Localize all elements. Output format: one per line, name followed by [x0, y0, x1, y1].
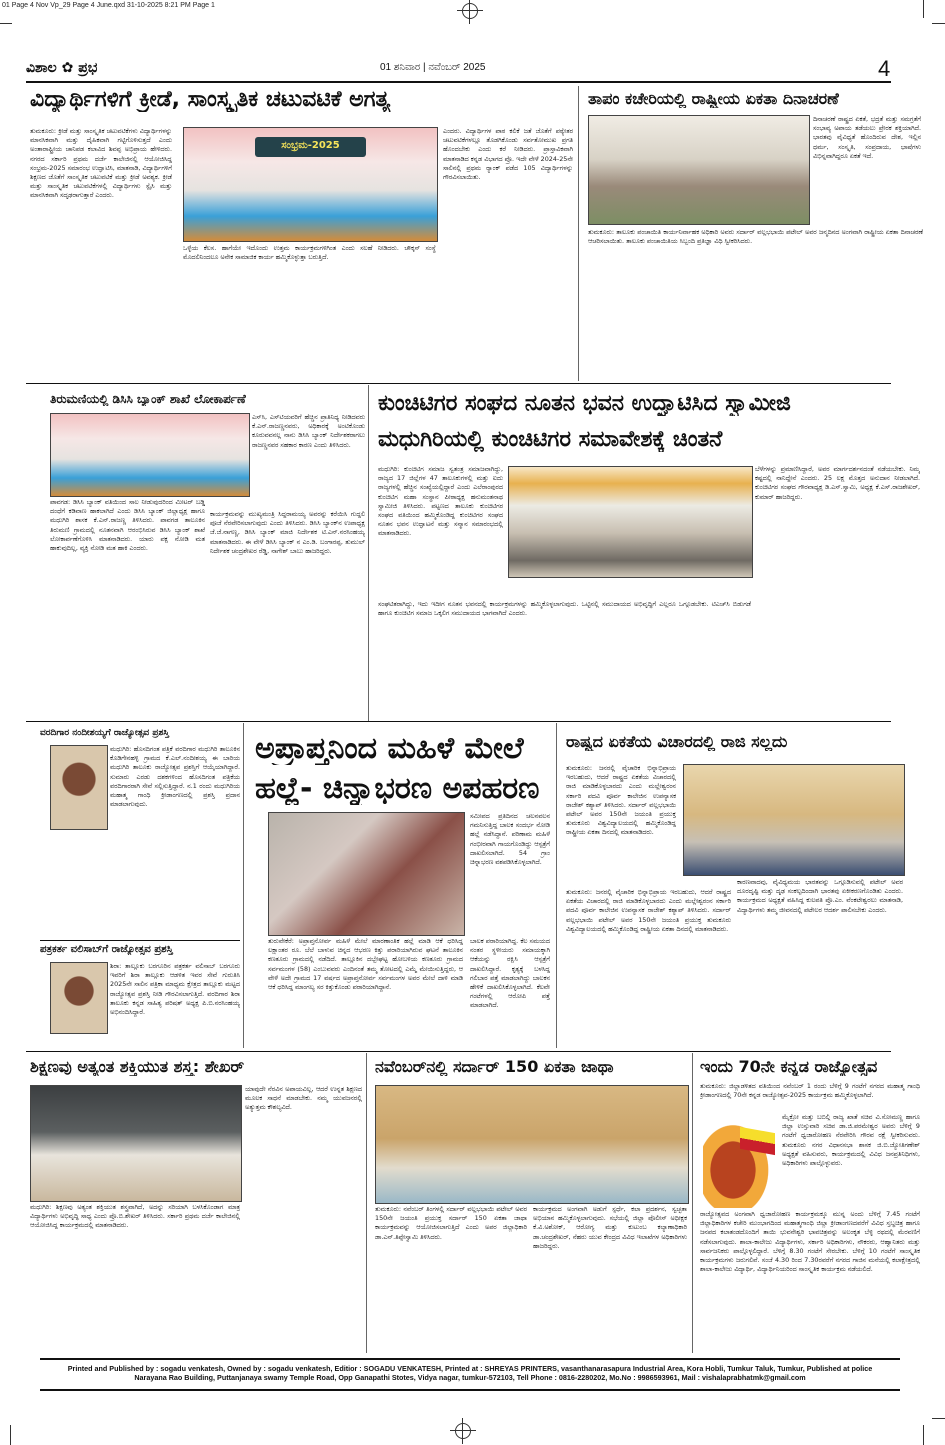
registration-mark-icon	[462, 3, 478, 19]
rajyotsava-side-text: ಮೈಕ್ರೋ ಮತ್ತು ಬಬಿಲ್ಗಿ ರಾಜ್ಯ ಖಾತೆ ಸಚಿವ ವಿ.ಸೋಮಣ್ಣ ಹಾಗೂ ಜಿಲ್ಲಾ ಉಸ್ತುವಾರಿ ಸಚಿವ ಡಾ.ಜಿ.ಪರಮೇಶ್ವರ ಅವರು ಬೆಳಿಗ್ಗೆ 9 ಗಂಟೆಗೆ ಧ್ವಜಾರೋಹಣ ನೆರವೇರಿಸಿ ಗೌರವ ರಕ್ಷೆ ಸ್ವೀಕರಿಸುವರು. ತುಮಕೂರು ನಗರ ವಿಧಾನಸಭಾ ಶಾಸಕ ಜಿ.ಬಿ.ಜ್ಯೋತಿಗಣೇಶ್ ಅಧ್ಯಕ್ಷತೆ ವಹಿಸುವರು, ಕಾರ್ಯಕ್ರಮದಲ್ಲಿ ವಿವಿಧ ಜನಪ್ರತಿನಿಧಿಗಳು, ಅಧಿಕಾರಿಗಳು ಪಾಲ್ಗೊಳ್ಳುವರು.	[782, 1113, 920, 1168]
headline-kunchitiga-2: ಮಧುಗಿರಿಯಲ್ಲಿ ಕುಂಚಿಟಿಗರ ಸಮಾವೇಶಕ್ಕೆ ಚಿಂತನೆ	[378, 428, 723, 452]
crop-mark	[932, 23, 945, 24]
crop-mark	[932, 1418, 945, 1419]
dcc-bank-col-2: ಕಾರ್ಯಕ್ರಮವನ್ನು ಮುಖ್ಯಮಂತ್ರಿ ಸಿದ್ದರಾಮಯ್ಯ ಅವರನ್ನು ಕರೆಯಿಸಿ ಗುದ್ದಲಿ ಪೂಜೆ ನೆರವೇರಿಸಲಾಗುವುದು ಎಂದು ತಿಳಿಸಿದರು. ಡಿಸಿಸಿ ಬ್ಯಾಂಕ್‌ನ ಉಪಾಧ್ಯಕ್ಷ ಜೆ.ಜೆ.ನಾಗಣ್ಣ, ಡಿಸಿಸಿ ಬ್ಯಾಂಕ್ ಮಾಜಿ ನಿರ್ದೇಶಕ ಟಿ.ಎನ್.ನರಸಿಂಹಯ್ಯ ಮಾತನಾಡಿದರು. ಈ ವೇಳೆ ಡಿಸಿಸಿ ಬ್ಯಾಂಕ್ ನ ಎಂ.ಡಿ. ಬಂಗಾರಪ್ಪ, ತುಮುಲ್ ನಿರ್ದೇಶಕ ಚಂದ್ರಶೇಖರ ರೆಡ್ಡಿ, ನಾಗೇಶ್ ಬಾಬು ಹಾಜರಿದ್ದರು.	[210, 510, 365, 555]
column-divider	[692, 1053, 693, 1353]
headline-assault-2: ಹಲ್ಲೆ- ಚಿನ್ನಾಭರಣ ಅಪಹರಣ	[255, 772, 540, 805]
crop-mark	[923, 0, 924, 18]
headline-dcc-bank: ತಿರುಮಣಿಯಲ್ಲಿ ಡಿಸಿಸಿ ಬ್ಯಾಂಕ್ ಶಾಖೆ ಲೋಕಾರ್ಪಣೆ	[50, 393, 246, 406]
section-rule	[26, 1051, 891, 1052]
headline-sports: ವಿದ್ಯಾರ್ಥಿಗಳಿಗೆ ಕ್ರೀಡೆ, ಸಾಂಸ್ಕೃತಿಕ ಚಟುವಟಿಕೆ ಅಗತ್ಯ	[30, 88, 391, 112]
education-photo	[30, 1085, 242, 1202]
headline-unity-debate: ರಾಷ್ಟ್ರದ ಏಕತೆಯ ವಿಚಾರದಲ್ಲಿ ರಾಜಿ ಸಲ್ಲದು	[566, 733, 788, 751]
headline-education: ಶಿಕ್ಷಣವು ಅತ್ಯಂತ ಶಕ್ತಿಯುತ ಶಸ್ತ್ರ: ಶೇಖರ್	[30, 1058, 245, 1076]
award-1-body: ಮಧುಗಿರಿ: ಹೊಸದಿಗಂತ ಪತ್ರಿಕೆ ವರದಿಗಾರ ಮಧುಗಿರಿ ತಾಲೂಕಿನ ಕೊಡಿಗೇನಹಳ್ಳಿ ಗ್ರಾಮದ ಕೆ.ಎಲ್.ನಂದೀಶಯ್ಯ ಈ ಬಾರಿಯ ಮಧುಗಿರಿ ತಾಲೂಕು ರಾಜ್ಯೋತ್ಸವ ಪ್ರಶಸ್ತಿಗೆ ಆಯ್ಕೆಯಾಗಿದ್ದಾರೆ. ಸುಮಾರು ಎರಡು ದಶಕಗಳಿಂದ ಹೊಸದಿಗಂತ ಪತ್ರಿಕೆಯ ವರದಿಗಾರರಾಗಿ ಸೇವೆ ಸಲ್ಲಿಸುತ್ತಿದ್ದಾರೆ. ನ.1 ರಂದು ಮಧುಗಿರಿಯ ಮಹಾತ್ಮ ಗಾಂಧಿ ಕ್ರೀಡಾಂಗಣದಲ್ಲಿ ಪ್ರಶಸ್ತಿ ಪ್ರದಾನ ಮಾಡಲಾಗುವುದು.	[110, 745, 240, 809]
unity-march-meeting-photo	[375, 1085, 689, 1204]
rajyotsava-intro: ತುಮಕೂರು: ಜಿಲ್ಲಾಡಳಿತದ ವತಿಯಿಂದ ನವೆಂಬರ್ 1 ರಂದು ಬೆಳಿಗ್ಗೆ 9 ಗಂಟೆಗೆ ನಗರದ ಮಹಾತ್ಮ ಗಾಂಧಿ ಕ್ರೀಡಾಂಗಣದಲ್ಲಿ 70ನೇ ಕನ್ನಡ ರಾಜ್ಯೋತ್ಸವ-2025 ಕಾರ್ಯಕ್ರಮ ಹಮ್ಮಿಕೊಳ್ಳಲಾಗಿದೆ.	[700, 1082, 920, 1100]
assault-col-right: ಬಾಲಕ ಪರಾರಿಯಾಗಿದ್ದ. ಕೆಲ ಸಮಯದ ನಂತರ ಸ್ಥಳೀಯರು ಸಮಾಯಕ್ಕಾಗಿ ಆಕೆಯನ್ನು ರಕ್ಷಿಸಿ ಆಸ್ಪತ್ರೆಗೆ ದಾಖಲಿಸಿದ್ದಾರೆ. ಕೃತ್ಯಕ್ಕೆ ಬಳಸಿದ್ದ ಗಲಿಬಾರ ಪತ್ತೆ ಮಾಡಲಾಗಿದ್ದು ಬಾಲಕನ ಹೇಳಿಕೆ ದಾಖಲಿಸಿಕೊಳ್ಳಲಾಗಿದೆ. ಕೆಲವೇ ಗಂಟೆಗಳಲ್ಲಿ ಆರೋಪಿ ಪತ್ತೆ ಮಾಡಲಾಗಿದೆ.	[470, 937, 550, 1010]
newspaper-logo: ವಿಶಾಲ ✿ ಪ್ರಭ	[26, 60, 98, 76]
kunchitiga-col-bottom: ಸಂಘಟಿತರಾಗಿದ್ದು, ಇದು ಇದೀಗ ನೂತನ ಭವನದಲ್ಲಿ ಕಾರ್ಯಕ್ರಮಗಳನ್ನು ಹಮ್ಮಿಕೊಳ್ಳಲಾಗುವುದು. ಒಟ್ಟಿನಲ್ಲಿ ಸಮುದಾಯದ ಅಭಿವೃದ್ಧಿಗೆ ಎಲ್ಲರೂ ಒಗ್ಗೂಡಬೇಕು. ಟಿಎಚ್‌ಸಿ ಬಿಡುಗಡೆ ಹಾಗೂ ಕುಂಚಿಟಿಗ ಸಮಾಜ ಒಕ್ಕಲಿಗ ಸಮುದಾಯದ ಭಾಗವಾಗಿದೆ ಎಂದರು.	[378, 600, 751, 618]
column-divider	[366, 1053, 367, 1353]
assault-body: ತುರುವೇಕೆರೆ: ಅಪ್ರಾಪ್ತನೋರ್ವ ಮಹಿಳೆ ಮೇಲೆ ಮಾರಣಾಂತಿಕ ಹಲ್ಲೆ ಮಾಡಿ ಆಕೆ ಧರಿಸಿದ್ದ ಲಕ್ಷಾಂತರ ರೂ. ಬೆಲೆ ಬಾಳುವ ಚಿನ್ನದ ಆಭರಣ ಕಿತ್ತು ಪರಾರಿಯಾಗಿರುವ ಘಟನೆ ತಾಲೂಕಿನ ಕಣತೂರು ಗ್ರಾಮದಲ್ಲಿ ನಡೆದಿದೆ. ತಾಲ್ಲೂಕಿನ ದಬ್ಬೇಘಟ್ಟ ಹೋಬಳಿಯ ಕಣತೂರು ಗ್ರಾಮದ ಸರ್ವಮಂಗಳ (58) ಎಂಬುವವರು ಎಂದಿನಂತೆ ತಮ್ಮ ತೋಟದಲ್ಲಿ ಎಮ್ಮೆ ಮೇಯಿಸುತ್ತಿದ್ದರು, ಆ ವೇಳೆ ಅದೇ ಗ್ರಾಮದ 17 ವರ್ಷದ ಅಪ್ರಾಪ್ತನೋರ್ವ ಸರ್ವಮಂಗಳ ಅವರ ಮೇಲೆ ದಾಳಿ ಮಾಡಿ ಆಕೆ ಧರಿಸಿದ್ದ ಮಾಂಗಲ್ಯ ಸರ ಕಿತ್ತುಕೊಂಡು ಪರಾರಿಯಾಗಿದ್ದಾನೆ.	[268, 937, 463, 992]
unity-pledge-photo	[588, 115, 810, 225]
award-2-body: ಶಿರಾ: ತಾಲ್ಲೂಕು ಬರಗೂರಿನ ಪತ್ರಕರ್ತ ವಲಿಸಾಬ್ ಬರಗೂರು ಇವರಿಗೆ ಶಿರಾ ತಾಲ್ಲೂಕು ಆಡಳಿತ ಇವರ ಸೇವೆ ಗುರುತಿಸಿ 2025ನೇ ಸಾಲಿನ ಪತ್ರಿಕಾ ಮಾಧ್ಯಮ ಕ್ಷೇತ್ರದ ತಾಲ್ಲೂಕು ಮಟ್ಟದ ರಾಜ್ಯೋತ್ಸವ ಪ್ರಶಸ್ತಿ ನೀಡಿ ಗೌರವಿಸಲಾಗುತ್ತಿದೆ. ವರದಿಗಾರ ಶಿರಾ ತಾಲೂಕು ಕನ್ನಡ ಸಾಹಿತ್ಯ ಪರಿಷತ್ ಅಧ್ಯಕ್ಷ ಪಿ.ಬಿ.ನರಸಿಂಹಯ್ಯ ಅಭಿನಂದಿಸಿದ್ದಾರೆ.	[110, 962, 240, 1017]
section-rule	[26, 721, 891, 722]
unity-taluk-body: ತುಮಕೂರು: ತಾಲೂಕು ಪಂಚಾಯಿತಿ ಕಾರ್ಯನಿರ್ವಾಹಕ ಅಧಿಕಾರಿ ಅವರು ಸರ್ದಾರ್ ವಲ್ಲಭಭಾಯಿ ಪಟೇಲ್ ಅವರ ಜನ್ಮದಿನದ ಅಂಗವಾಗಿ ರಾಷ್ಟ್ರೀಯ ಏಕತಾ ದಿನಾಚರಣೆ ಆಚರಿಸಲಾಯಿತು. ತಾಲೂಕು ಪಂಚಾಯಿತಿಯ ಸಿಬ್ಬಂದಿ ಪ್ರತಿಜ್ಞಾ ವಿಧಿ ಸ್ವೀಕರಿಸಿದರು.	[588, 228, 923, 246]
headline-award-2: ಪತ್ರಕರ್ತ ವಲಿಸಾಬ್‌ಗೆ ರಾಜ್ಯೋತ್ಸವ ಪ್ರಶಸ್ತಿ	[40, 944, 173, 955]
unity-debate-col-1b: ತುಮಕೂರು: ಜನರಲ್ಲಿ ವೈಚಾರಿಕ ಭಿನ್ನಾಭಿಪ್ರಾಯ ಇರಬಹುದು, ಆದರೆ ರಾಷ್ಟ್ರದ ಏಕತೆಯ ವಿಚಾರದಲ್ಲಿ ರಾಜಿ ಮಾಡಿಕೊಳ್ಳಬಾರದು ಎಂದು ಮಲ್ಲೇಶ್ವರಂನ ಸರ್ಕಾರಿ ಪದವಿ ಪೂರ್ವ ಕಾಲೇಜಿನ ಉಪನ್ಯಾಸಕ ರಾಜೇಶ್ ಕಶ್ಯಾಪ್ ತಿಳಿಸಿದರು. ಸರ್ದಾರ್ ವಲ್ಲಭಭಾಯಿ ಪಟೇಲ್ ಅವರ 150ನೇ ಜಯಂತಿ ಪ್ರಯುಕ್ತ ತುಮಕೂರು ವಿಶ್ವವಿದ್ಯಾಲಯದಲ್ಲಿ ಹಮ್ಮಿಕೊಂಡಿದ್ದ ರಾಷ್ಟ್ರೀಯ ಏಕತಾ ದಿನದಲ್ಲಿ ಮಾತನಾಡಿದರು.	[566, 888, 731, 933]
headline-assault-1: ಅಪ್ರಾಪ್ತನಿಂದ ಮಹಿಳೆ ಮೇಲೆ	[255, 732, 524, 765]
page-number: 4	[878, 56, 891, 81]
imprint-footer	[40, 1364, 900, 1382]
sports-col-2: ಒಳ್ಳೆಯ ಕೆಲಸ. ಹಾಗೆಯೇ ಇದೊಂದು ಉತ್ತಮ ಕಾರ್ಯಕ್ರಮಗಳಿಗಿಂತ ಎಂದು ಸಲಹೆ ನೀಡಿದರು. ಚೌಕ್ಕಸ್ ಸಂಸ್ಥೆ ಮೊದಲಿನಿಂದಲೂ ಅನೇಕ ಸಾಮಾಜಿಕ ಕಾರ್ಯ ಹಮ್ಮಿಕೊಳ್ಳುತ್ತಾ ಬರುತ್ತಿದೆ.	[183, 244, 436, 262]
dcc-bank-photo	[50, 413, 250, 497]
headline-unity-taluk: ತಾಪಂ ಕಚೇರಿಯಲ್ಲಿ ರಾಷ್ಟ್ರೀಯ ಏಕತಾ ದಿನಾಚರಣೆ	[588, 90, 839, 108]
column-divider	[243, 723, 244, 1048]
kunchitiga-col-1: ಮಧುಗಿರಿ: ಕುಂಚಿಟಿಗ ಸಮಾಜ ಸ್ವತಂತ್ರ ಸಮಾಜವಾಗಿದ್ದು, ರಾಜ್ಯದ 17 ಜಿಲ್ಲೆಗಳ 47 ತಾಲೂಕುಗಳಲ್ಲಿ ಮತ್ತು ಐದು ರಾಜ್ಯಗಳಲ್ಲಿ ಹೆಚ್ಚಿನ ಸಂಖ್ಯೆಯಲ್ಲಿದ್ದಾರೆ ಎಂದು ಎಲೆರಾಂಪುರದ ಕುಂಚಿಟಿಗ ಮಹಾ ಸಂಸ್ಥಾನ ಪೀಠಾಧ್ಯಕ್ಷ ಹನುಮಂತನಾಥ ಸ್ವಾಮೀಜಿ ತಿಳಿಸಿದರು. ಪಟ್ಟಣದ ತಾಲೂಕು ಕುಂಚಿಟಿಗರ ಸಂಘದ ವತಿಯಿಂದ ಹಮ್ಮಿಕೊಂಡಿದ್ದ ಕುಂಚಿಟಿಗರ ಸಂಘದ ನೂತನ ಭವನ ಉದ್ಘಾಟನೆ ಮತ್ತು ಸನ್ಮಾನ ಸಮಾರಂಭದಲ್ಲಿ ಮಾತನಾಡಿದರು.	[378, 465, 503, 538]
headline-unity-march: ನವೆಂಬರ್‌ನಲ್ಲಿ ಸರ್ದಾರ್ 150 ಏಕತಾ ಜಾಥಾ	[375, 1058, 614, 1076]
unity-debate-photo	[683, 764, 905, 876]
dcc-bank-col-1: ಪಾವಗಡ: ಡಿಸಿಸಿ ಬ್ಯಾಂಕ್ ವತಿಯಿಂದ ಸಾಲ ನೀಡುವುದರಿಂದ ಮೀಟರ್ ಬಡ್ಡಿ ದಂಧೆಗೆ ಕಡಿವಾಣ ಹಾಕಲಾಗಿದೆ ಎಂದು ಡಿಸಿಸಿ ಬ್ಯಾಂಕ್ ಜಿಲ್ಲಾಧ್ಯಕ್ಷ ಹಾಗೂ ಮಧುಗಿರಿ ಶಾಸಕ ಕೆ.ಎನ್.ರಾಜಣ್ಣ ತಿಳಿಸಿದರು. ಪಾವಗಡ ತಾಲೂಕಿನ ತಿರುಮಣಿ ಗ್ರಾಮದಲ್ಲಿ ನೂತನವಾಗಿ ಆರಂಭಿಸಿರುವ ಡಿಸಿಸಿ ಬ್ಯಾಂಕ್ ಶಾಖೆ ಲೋಕಾರ್ಪಣೆಗೊಳಿಸಿ ಮಾತನಾಡಿದರು. ಯಾರು ಪಕ್ಷ ನೋಡಿ ಮತ ಹಾಕುವುದಿಲ್ಲ, ವ್ಯಕ್ತಿ ನೋಡಿ ಮತ ಹಾಕಿ ಎಂದರು.	[50, 498, 205, 553]
crop-mark	[0, 23, 12, 24]
unity-march-col-2: ಕಾರ್ಯಕ್ರಮದ ಅಂಗವಾಗಿ ಅಡುಗೆ ಸ್ಪರ್ಧೆ, ಕಲಾ ಪ್ರದರ್ಶನ, ಸ್ವಚ್ಛತಾ ಅಭಿಯಾನ ಹಮ್ಮಿಕೊಳ್ಳಲಾಗುವುದು. ಸಭೆಯಲ್ಲಿ ಜಿಲ್ಲಾ ಪೊಲೀಸ್ ಅಧೀಕ್ಷಕ ಕೆ.ವಿ.ಅಶೋಕ್, ಆರೋಗ್ಯ ಮತ್ತು ಕುಟುಂಬ ಕಲ್ಯಾಣಾಧಿಕಾರಿ ಡಾ.ಚಂದ್ರಶೇಖರ್, ನೆಹರು ಯುವ ಕೇಂದ್ರದ ವಿವಿಧ ಇಲಾಖೆಗಳ ಅಧಿಕಾರಿಗಳು ಹಾಜರಿದ್ದರು.	[533, 1205, 687, 1250]
unity-debate-col-1: ತುಮಕೂರು: ಜನರಲ್ಲಿ ವೈಚಾರಿಕ ಭಿನ್ನಾಭಿಪ್ರಾಯ ಇರಬಹುದು, ಆದರೆ ರಾಷ್ಟ್ರದ ಏಕತೆಯ ವಿಚಾರದಲ್ಲಿ ರಾಜಿ ಮಾಡಿಕೊಳ್ಳಬಾರದು ಎಂದು ಮಲ್ಲೇಶ್ವರಂನ ಸರ್ಕಾರಿ ಪದವಿ ಪೂರ್ವ ಕಾಲೇಜಿನ ಉಪನ್ಯಾಸಕ ರಾಜೇಶ್ ಕಶ್ಯಾಪ್ ತಿಳಿಸಿದರು. ಸರ್ದಾರ್ ವಲ್ಲಭಭಾಯಿ ಪಟೇಲ್ ಅವರ 150ನೇ ಜಯಂತಿ ಪ್ರಯುಕ್ತ ತುಮಕೂರು ವಿಶ್ವವಿದ್ಯಾಲಯದಲ್ಲಿ ಹಮ್ಮಿಕೊಂಡಿದ್ದ ರಾಷ್ಟ್ರೀಯ ಏಕತಾ ದಿನದಲ್ಲಿ ಮಾತನಾಡಿದರು.	[566, 764, 676, 837]
headline-rajyotsava: ಇಂದು 70ನೇ ಕನ್ನಡ ರಾಜ್ಯೋತ್ಸವ	[700, 1058, 878, 1076]
headline-kunchitiga-1: ಕುಂಚಿಟಿಗರ ಸಂಘದ ನೂತನ ಭವನ ಉದ್ಘಾಟಿಸಿದ ಸ್ವಾಮೀಜಿ	[378, 392, 791, 416]
kunchitiga-col-right: ಬೆಳೆಗಳನ್ನು ಪ್ರಮಾಣಿಸಿದ್ದಾರೆ, ಅವರ ಮಾರ್ಗದರ್ಶನದಂತೆ ನಡೆಯಬೇಕು. ನಿಮ್ಮ ಕಷ್ಟದಲ್ಲಿ ನಾನಿದ್ದೇನೆ ಎಂದರು. 25 ಲಕ್ಷ ಮೊತ್ತದ ಅನುದಾನ ನೀಡಲಾಗಿದೆ. ಕುಂಚಿಟಿಗರ ಸಂಘದ ಗೌರವಾಧ್ಯಕ್ಷ ಡಿ.ಎಸ್.ಸ್ವಾಮಿ, ಅಧ್ಯಕ್ಷ ಕೆ.ಎಸ್.ರಾಜಶೇಖರ್, ಕುಮಾರ್ ಹಾಜರಿದ್ದರು.	[755, 465, 920, 501]
award-2-portrait	[50, 962, 108, 1034]
footer-top-rule	[40, 1358, 900, 1360]
column-divider	[368, 385, 369, 721]
section-rule	[26, 383, 891, 384]
column-divider	[556, 723, 557, 1048]
dcc-bank-side-text: ಎಸ್‌ಸಿ, ಎಸ್‌ಟಿಯವರಿಗೆ ಹೆಚ್ಚಿನ ಪ್ರಾತಿನಿಧ್ಯ ನೀಡಿದವರು ಕೆ.ಎನ್.ರಾಜಣ್ಣನವರು, ಅಧಿಕಾರಕ್ಕೆ ಅಂಟಿಕೊಂಡು ಕೂರುವವನಲ್ಲ ನಾನು ಡಿಸಿಸಿ ಬ್ಯಾಂಕ್ ನಿರ್ದೇಶಕರಾಗಲು ರಾಜಣ್ಣನವರ ಸಹಕಾರ ಕಾರಣ ಎಂದು ತಿಳಿಸಿದರು.	[252, 413, 365, 449]
education-body: ಮಧುಗಿರಿ: ಶಿಕ್ಷಣವು ಅತ್ಯಂತ ಶಕ್ತಿಯುತ ಶಸ್ತ್ರವಾಗಿದೆ, ಅದನ್ನು ಸರಿಯಾಗಿ ಬಳಸಿಕೊಂಡಾಗ ಮಾತ್ರ ವಿದ್ಯಾರ್ಥಿಗಳು ಅಭಿವೃದ್ಧಿ ಸಾಧ್ಯ ಎಂದು ಪ್ರೊ.ಬಿ.ಶೇಖರ್ ತಿಳಿಸಿದರು. ಸರ್ಕಾರಿ ಪ್ರಥಮ ದರ್ಜೆ ಕಾಲೇಜಿನಲ್ಲಿ ಆಯೋಜಿಸಿದ್ದ ಕಾರ್ಯಕ್ರಮದಲ್ಲಿ ಮಾತನಾಡಿದರು.	[30, 1203, 240, 1230]
crop-mark	[10, 1425, 11, 1445]
sports-col-3: ಎಂದರು. ವಿದ್ಯಾರ್ಥಿಗಳ ಪಾಠ ಕಲಿಕೆ ಜತೆ ಜೊತೆಗೆ ಪಠ್ಯೇತರ ಚಟುವಟಿಕೆಗಳಲ್ಲೂ ತೊಡಗಿಕೊಂಡು ಸರ್ವತೋಮುಖ ಪ್ರಗತಿ ಹೊಂದಬೇಕು ಎಂದು ಕರೆ ನೀಡಿದರು. ಪ್ರಾಸ್ತಾವಿಕವಾಗಿ ಮಾತನಾಡಿದ ಕನ್ನಡ ವಿಭಾಗದ ಪ್ರೊ. ಇದೇ ವೇಳೆ 2024-25ನೇ ಸಾಲಿನಲ್ಲಿ ಪ್ರಥಮ ರ‍್ಯಾಂಕ್ ಪಡೆದ 105 ವಿದ್ಯಾರ್ಥಿಗಳನ್ನು ಗೌರವಿಸಲಾಯಿತು.	[443, 127, 573, 182]
sports-event-photo	[183, 127, 438, 242]
unity-march-col-1: ತುಮಕೂರು: ನವೆಂಬರ್ ತಿಂಗಳಲ್ಲಿ ಸರ್ದಾರ್ ವಲ್ಲಭಭಾಯಿ ಪಟೇಲ್ ಅವರ 150ನೇ ಜಯಂತಿ ಪ್ರಯುಕ್ತ ಸರ್ದಾರ್ 150 ಏಕತಾ ಜಾಥಾ ಕಾರ್ಯಕ್ರಮವನ್ನು ಆಯೋಜಿಸಲಾಗುತ್ತಿದೆ ಎಂದು ಅಪರ ಜಿಲ್ಲಾಧಿಕಾರಿ ಡಾ.ಎನ್.ತಿಪ್ಪೇಸ್ವಾಮಿ ತಿಳಿಸಿದರು.	[375, 1205, 527, 1241]
masthead-rule	[26, 81, 891, 83]
column-divider	[578, 86, 579, 381]
sports-col-1: ತುಮಕೂರು: ಕ್ರೀಡೆ ಮತ್ತು ಸಾಂಸ್ಕೃತಿಕ ಚಟುವಟಿಕೆಗಳು ವಿದ್ಯಾರ್ಥಿಗಳನ್ನು ಮಾನಸಿಕವಾಗಿ ಮತ್ತು ದೈಹಿಕವಾಗಿ ಗಟ್ಟಿಗೊಳಿಸುತ್ತದೆ ಎಂದು ಅಂತಾರಾಷ್ಟ್ರೀಯ ಚಾನಿಪಡ ಕಲಾವಿದ ಶಿವಪ್ಪ ಅಭಿಪ್ರಾಯ ಹೇಳಿದರು. ನಗರದ ಸರ್ಕಾರಿ ಪ್ರಥಮ ದರ್ಜೆ ಕಾಲೇಜಿನಲ್ಲಿ ಆಯೋಜಿಸಿದ್ದ ಸಂಭ್ರಮ-2025 ಸಮಾರಂಭ ಉದ್ಘಾಟಿಸಿ, ಮಾತನಾಡಿ, ವಿದ್ಯಾರ್ಥಿಗಳಿಗೆ ಶಿಕ್ಷಣದ ಜೊತೆಗೆ ಸಾಂಸ್ಕೃತಿಕ ಚಟುವಟಿಕೆ ಮತ್ತು ಕ್ರೀಡೆ ಅವಶ್ಯಕ. ಕ್ರೀಡೆ ಮತ್ತು ಸಾಂಸ್ಕೃತಿಕ ಚಟುವಟಿಕೆಗಳಲ್ಲಿ ವಿದ್ಯಾರ್ಥಿಗಳು ಸ್ಪೈಸಿ ಮತ್ತು ಮಾನಸಿಕವಾಗಿ ಸದೃಢರಾಗುತ್ತಾರೆ ಎಂದರು.	[30, 127, 172, 200]
education-side-text: ಯಾವುದೇ ನೆರವಿನ ಅಪಾಯವಿಲ್ಲ, ಆದರೆ ಉನ್ನತ ಶಿಕ್ಷಣದ ಮೂಲಕ ಸಾಧನೆ ಮಾಡಬೇಕು. ನಮ್ಮ ಯುವಜನರಲ್ಲಿ ಅತ್ಯುತ್ತಮ ಕೌಶಲ್ಯವಿದೆ.	[245, 1085, 362, 1112]
imprint-line-2: Narayana Rao Building, Puttanjanaya swamy Temple Road, Opp Ganapathi Stotes, Vidya nagar, tumkur-572103, Tell Phone : 0816-2280202, Mo.No : 9986593961, Mail : vishalaprabhatmk@gmail.com	[134, 1373, 806, 1382]
assault-side-text: ಸಮೀಪದ ಪ್ರತಿದಿನದ ಚಲನವಲನ ಗಮನಿಸುತ್ತಿದ್ದ ಬಾಲಕ ಸಂದರ್ಭ ನೋಡಿ ಹಲ್ಲೆ ನಡೆಸಿದ್ದಾನೆ. ಪರಿಣಾಮ ಮಹಿಳೆ ಗಂಭೀರವಾಗಿ ಗಾಯಗೊಂಡಿದ್ದು ಆಸ್ಪತ್ರೆಗೆ ದಾಖಲಿಸಲಾಗಿದೆ. 54 ಗ್ರಾಂ ಚಿನ್ನಾಭರಣ ವಶಪಡಿಸಿಕೊಳ್ಳಲಾಗಿದೆ.	[470, 812, 550, 867]
imprint-line-1: Printed and Published by : sogadu venkatesh, Owned by : sogadu venkatesh, Editior : SOGADU VENKATESH, Printed at : SHREYAS PRINTERS, vasanthanarasapura Industrial Area, Kora Hobli, Tumkur Taluk, Tumkur, Published at police	[67, 1364, 873, 1373]
issue-date: 01 ಶನಿವಾರ | ನವೆಂಬರ್ 2025	[380, 62, 486, 73]
rajyotsava-body: ರಾಜ್ಯೋತ್ಸವದ ಅಂಗವಾಗಿ ಧ್ವಜಾರೋಹಣ ಕಾರ್ಯಕ್ರಮಕ್ಕೂ ಮುನ್ನ ಅಂದು ಬೆಳಿಗ್ಗೆ 7.45 ಗಂಟೆಗೆ ಜಿಲ್ಲಾಧಿಕಾರಿಗಳ ಕಚೇರಿ ಮುಂಭಾಗದಿಂದ ಮಹಾತ್ಮಗಾಂಧಿ ಜಿಲ್ಲಾ ಕ್ರೀಡಾಂಗಣದವರೆಗೆ ವಿವಿಧ ಸ್ತಬ್ಧಚಿತ್ರ ಹಾಗೂ ಜನಪದ ಕಲಾತಂಡದೊಂದಿಗೆ ತಾಯಿ ಭುವನೇಶ್ವರಿ ಭಾವಚಿತ್ರವನ್ನು ಅಲಂಕೃತ ಬೆಳ್ಳಿ ರಥದಲ್ಲಿ ಮೆರವಣಿಗೆ ನಡೆಸಲಾಗುವುದು. ಶಾಲಾ-ಕಾಲೇಜು ವಿದ್ಯಾರ್ಥಿಗಳು, ಸರ್ಕಾರಿ ಅಧಿಕಾರಿಗಳು, ನೌಕರರು, ಆಹ್ವಾನಿತರು ಮತ್ತು ಸಾರ್ವಜನಿಕರು ಪಾಲ್ಗೊಳ್ಳಲಿದ್ದಾರೆ. ಬೆಳಿಗ್ಗೆ 8.30 ಗಂಟೆಗೆ ಸೇರಬೇಕು. ಬೆಳಿಗ್ಗೆ 10 ಗಂಟೆಗೆ ಸಾಂಸ್ಕೃತಿಕ ಕಾರ್ಯಕ್ರಮಗಳು ಜರುಗಲಿವೆ. ಸಂಜೆ 4.30 ರಿಂದ 7.30ರವರೆಗೆ ನಗರದ ಗಾಜಿನ ಮನೆಯಲ್ಲಿ ಕಲಾಕ್ಷೇತ್ರದಲ್ಲಿ ಶಾಲಾ-ಕಾಲೇಜು ವಿದ್ಯಾರ್ಥಿ, ವಿದ್ಯಾರ್ಥಿನಿಯರಿಂದ ಸಾಂಸ್ಕೃತಿಕ ಕಾರ್ಯಕ್ರಮ ನಡೆಯಲಿದೆ.	[700, 1210, 920, 1274]
unity-debate-col-2: ಕಾರಣವಾದವು, ವೈವಿಧ್ಯಮಯ ಭಾರತವನ್ನು ಒಗ್ಗೂಡಿಸುವಲ್ಲಿ ಪಟೇಲ್ ಅವರ ದೂರದೃಷ್ಟಿ ಮತ್ತು ದೃಢ ಸಂಕಲ್ಪದಿಂದಾಗಿ ಭಾರತವು ಏಕೀಕರಣಗೊಂಡಿತು ಎಂದರು. ಕಾರ್ಯಕ್ರಮದ ಅಧ್ಯಕ್ಷತೆ ವಹಿಸಿದ್ದ ಕುಲಪತಿ ಪ್ರೊ.ಎಂ. ವೆಂಕಟೇಶ್ವರಲು ಮಾತನಾಡಿ, ವಿದ್ಯಾರ್ಥಿಗಳು ತಮ್ಮ ಜೀವನದಲ್ಲಿ ಪಟೇಲರ ಆದರ್ಶ ಪಾಲಿಸಬೇಕು ಎಂದರು.	[737, 878, 903, 914]
award-1-portrait	[50, 745, 108, 830]
photo-banner: ಸಂಭ್ರಮ-2025	[255, 137, 366, 157]
section-rule	[40, 940, 240, 941]
assault-photo	[268, 812, 465, 936]
registration-mark-icon	[455, 1423, 471, 1439]
kunchitiga-group-photo	[508, 466, 753, 578]
footer-bottom-rule	[40, 1389, 900, 1391]
crop-mark	[923, 1425, 924, 1445]
unity-taluk-side-text: ದಿನಾಚರಣೆ ರಾಷ್ಟ್ರದ ಏಕತೆ, ಭದ್ರತೆ ಮತ್ತು ಸಮಗ್ರತೆಗೆ ಸಂಭಾವ್ಯ ಅಪಾಯ ತಡೆಯಲು ಪ್ರೇರಕ ಶಕ್ತಿಯಾಗಿದೆ. ಭಾರತವು ವೈವಿಧ್ಯತೆ ಹೊಂದಿರುವ ದೇಶ, ಇಲ್ಲಿನ ಧರ್ಮ, ಸಂಸ್ಕೃತಿ, ಸಂಪ್ರದಾಯ, ಭಾಷೆಗಳು ವಿಭಿನ್ನವಾಗಿದ್ದರೂ ಏಕತೆ ಇದೆ.	[813, 115, 921, 160]
headline-award-1: ವರದಿಗಾರ ನಂದೀಶಯ್ಯಗೆ ರಾಜ್ಯೋತ್ಸವ ಪ್ರಶಸ್ತಿ	[40, 729, 169, 738]
print-slug: 01 Page 4 Nov Vp_29 Page 4 June.qxd 31-10-2025 8:21 PM Page 1	[2, 2, 215, 9]
